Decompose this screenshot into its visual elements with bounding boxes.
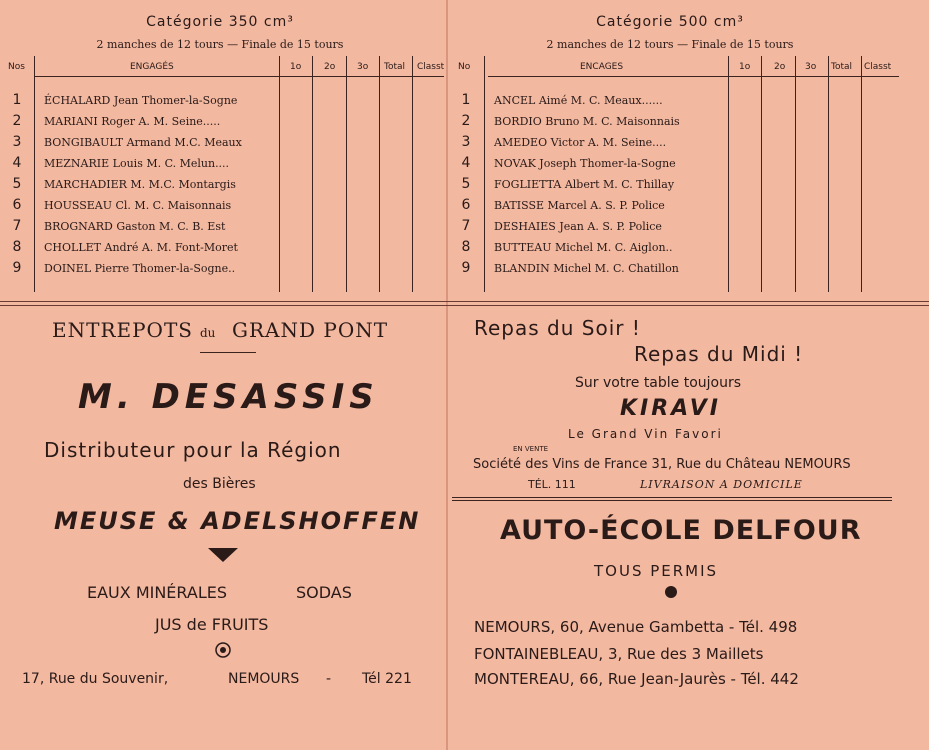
right-column-rule bbox=[728, 56, 729, 292]
ad-en-vente: EN VENTE bbox=[513, 445, 549, 453]
left-col-header-total: Total bbox=[384, 62, 406, 72]
right-col-header-no: No bbox=[458, 62, 471, 72]
ornament-rule bbox=[200, 352, 256, 353]
ornament-icon bbox=[214, 641, 232, 659]
left-col-header-engages: ENGAGÉS bbox=[130, 62, 174, 72]
entrant: BORDIO Bruno M. C. Maisonnais bbox=[494, 115, 680, 128]
ad-jus-de-fruits: JUS de FRUITS bbox=[155, 615, 269, 634]
entrant: DOINEL Pierre Thomer-la-Sogne.. bbox=[44, 262, 236, 275]
entrant: MARCHADIER M. M.C. Montargis bbox=[44, 178, 236, 191]
ad-address-fontainebleau: FONTAINEBLEAU, 3, Rue des 3 Maillets bbox=[474, 645, 764, 663]
ad-address: 17, Rue du Souvenir, bbox=[22, 671, 169, 687]
right-column-rule bbox=[484, 56, 485, 292]
left-column-rule bbox=[412, 56, 413, 292]
row-number: 6 bbox=[461, 197, 471, 213]
row-number: 3 bbox=[461, 134, 471, 150]
ad-line-bieres: des Bières bbox=[183, 476, 256, 492]
ad-kiravi-brand: KIRAVI bbox=[620, 396, 721, 421]
ad-divider bbox=[452, 497, 892, 498]
ad-repas-soir: Repas du Soir ! bbox=[474, 316, 641, 340]
entrant: BROGNARD Gaston M. C. B. Est bbox=[44, 220, 226, 233]
ad-dash: - bbox=[326, 671, 332, 687]
entrant: AMEDEO Victor A. M. Seine.... bbox=[494, 136, 667, 149]
row-number: 1 bbox=[461, 92, 471, 108]
right-column-rule bbox=[795, 56, 796, 292]
ad-seller: Société des Vins de France 31, Rue du Château NEMOURS bbox=[473, 457, 851, 472]
row-number: 4 bbox=[461, 155, 471, 171]
ad-sur-votre-table: Sur votre table toujours bbox=[575, 375, 742, 391]
left-category-title: Catégorie 350 cm³ bbox=[146, 14, 294, 30]
left-col-header-3: 3o bbox=[357, 62, 369, 72]
left-entries-table bbox=[0, 62, 446, 302]
entrant: DESHAIES Jean A. S. P. Police bbox=[494, 220, 662, 233]
right-column-rule bbox=[828, 56, 829, 292]
left-header-rule bbox=[34, 76, 444, 77]
entrant: FOGLIETTA Albert M. C. Thillay bbox=[494, 178, 675, 191]
bullet-icon bbox=[664, 585, 678, 599]
ad-delivery: LIVRAISON A DOMICILE bbox=[640, 478, 803, 491]
horizontal-divider-second bbox=[0, 305, 929, 306]
row-number: 8 bbox=[12, 239, 22, 255]
right-col-header-engages: ENCAGES bbox=[580, 62, 624, 72]
row-number: 4 bbox=[12, 155, 22, 171]
ad-divider bbox=[452, 500, 892, 501]
left-column-rule bbox=[34, 56, 35, 292]
row-number: 2 bbox=[461, 113, 471, 129]
right-col-header-1: 1o bbox=[739, 62, 751, 72]
left-col-header-1: 1o bbox=[290, 62, 302, 72]
right-col-header-2: 2o bbox=[774, 62, 786, 72]
right-category-title: Catégorie 500 cm³ bbox=[596, 14, 744, 30]
left-col-header-no: Nos bbox=[8, 62, 25, 72]
row-number: 8 bbox=[461, 239, 471, 255]
ad-address-nemours: NEMOURS, 60, Avenue Gambetta - Tél. 498 bbox=[474, 618, 798, 636]
triangle-icon bbox=[208, 548, 238, 562]
right-entries-table bbox=[448, 62, 929, 302]
ad-city: NEMOURS bbox=[228, 671, 300, 687]
row-number: 3 bbox=[12, 134, 22, 150]
left-col-header-classt: Classt bbox=[417, 62, 445, 72]
entrant: MARIANI Roger A. M. Seine..... bbox=[44, 115, 221, 128]
entrant: BUTTEAU Michel M. C. Aiglon.. bbox=[494, 241, 673, 254]
entrant: BLANDIN Michel M. C. Chatillon bbox=[494, 262, 679, 275]
ad-beer-brands: MEUSE & ADELSHOFFEN bbox=[54, 507, 421, 535]
ad-phone: TÉL. 111 bbox=[528, 478, 576, 491]
ad-header-entrepots: ENTREPOTS bbox=[52, 318, 193, 342]
row-number: 1 bbox=[12, 92, 22, 108]
entrant: NOVAK Joseph Thomer-la-Sogne bbox=[494, 157, 676, 170]
ad-phone: Tél 221 bbox=[362, 671, 412, 687]
row-number: 6 bbox=[12, 197, 22, 213]
ad-address-montereau: MONTEREAU, 66, Rue Jean-Jaurès - Tél. 442 bbox=[474, 670, 799, 688]
ad-line-distributor: Distributeur pour la Région bbox=[44, 438, 342, 462]
ad-driving-school-name: AUTO-ÉCOLE DELFOUR bbox=[500, 515, 862, 546]
ad-header-grand-pont: GRAND PONT bbox=[232, 318, 389, 342]
row-number: 9 bbox=[12, 260, 22, 276]
right-header-rule bbox=[488, 76, 899, 77]
right-column-rule bbox=[761, 56, 762, 292]
row-number: 5 bbox=[12, 176, 22, 192]
right-col-header-total: Total bbox=[831, 62, 853, 72]
right-col-header-classt: Classt bbox=[864, 62, 892, 72]
ad-merchant-name: M. DESASSIS bbox=[78, 377, 379, 417]
row-number: 9 bbox=[461, 260, 471, 276]
right-col-header-3: 3o bbox=[805, 62, 817, 72]
entrant: ANCEL Aimé M. C. Meaux...... bbox=[494, 94, 663, 107]
ad-repas-midi: Repas du Midi ! bbox=[634, 342, 804, 366]
entrant: BATISSE Marcel A. S. P. Police bbox=[494, 199, 665, 212]
ad-eaux-minerales: EAUX MINÉRALES bbox=[87, 583, 228, 602]
entrant: BONGIBAULT Armand M.C. Meaux bbox=[44, 136, 242, 149]
ad-tous-permis: TOUS PERMIS bbox=[594, 562, 719, 580]
row-number: 2 bbox=[12, 113, 22, 129]
left-column-rule bbox=[379, 56, 380, 292]
ad-sodas: SODAS bbox=[296, 583, 352, 602]
ad-header-du: du bbox=[200, 326, 216, 340]
entrant: HOUSSEAU Cl. M. C. Maisonnais bbox=[44, 199, 232, 212]
left-column-rule bbox=[312, 56, 313, 292]
row-number: 7 bbox=[12, 218, 22, 234]
row-number: 7 bbox=[461, 218, 471, 234]
entrant: MEZNARIE Louis M. C. Melun.... bbox=[44, 157, 230, 170]
entrant: ÉCHALARD Jean Thomer-la-Sogne bbox=[44, 94, 238, 107]
left-column-rule bbox=[346, 56, 347, 292]
entrant: CHOLLET André A. M. Font-Moret bbox=[44, 241, 238, 254]
left-category-subtitle: 2 manches de 12 tours — Finale de 15 tours bbox=[96, 38, 344, 51]
ad-tagline: Le Grand Vin Favori bbox=[568, 427, 723, 441]
right-category-subtitle: 2 manches de 12 tours — Finale de 15 tours bbox=[546, 38, 794, 51]
left-col-header-2: 2o bbox=[324, 62, 336, 72]
row-number: 5 bbox=[461, 176, 471, 192]
left-column-rule bbox=[279, 56, 280, 292]
right-column-rule bbox=[861, 56, 862, 292]
